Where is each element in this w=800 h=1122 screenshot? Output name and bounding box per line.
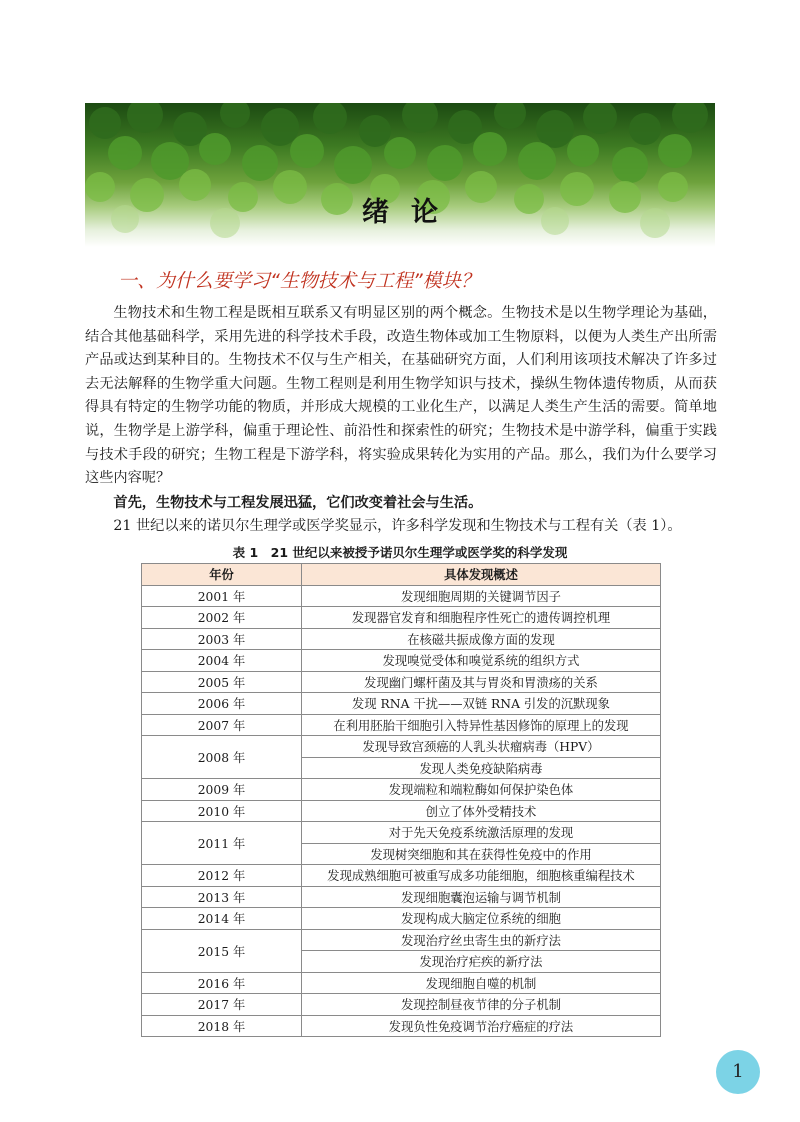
description-column-header: 具体发现概述 — [302, 564, 661, 586]
year-cell: 2012 年 — [142, 865, 302, 887]
page-number-badge: 1 — [716, 1050, 760, 1094]
year-cell: 2009 年 — [142, 779, 302, 801]
nobel-discoveries-table — [141, 563, 661, 1037]
discovery-cell: 发现端粒和端粒酶如何保护染色体 — [302, 779, 661, 801]
year-cell: 2018 年 — [142, 1015, 302, 1037]
year-cell: 2005 年 — [142, 671, 302, 693]
table-row — [142, 972, 661, 994]
year-cell: 2008 年 — [142, 736, 302, 779]
discovery-cell: 发现细胞囊泡运输与调节机制 — [302, 886, 661, 908]
year-cell: 2013 年 — [142, 886, 302, 908]
year-cell: 2004 年 — [142, 650, 302, 672]
table-row — [142, 994, 661, 1016]
table-row — [142, 908, 661, 930]
discovery-cell: 发现 RNA 干扰——双链 RNA 引发的沉默现象 — [302, 693, 661, 715]
table-row — [142, 800, 661, 822]
discovery-cell: 发现控制昼夜节律的分子机制 — [302, 994, 661, 1016]
table-row — [142, 607, 661, 629]
key-statement: 首先，生物技术与工程发展迅猛，它们改变着社会与生活。 — [113, 495, 483, 511]
table-row — [142, 585, 661, 607]
year-cell: 2003 年 — [142, 628, 302, 650]
discovery-cell: 发现细胞周期的关键调节因子 — [302, 585, 661, 607]
discovery-cell: 发现构成大脑定位系统的细胞 — [302, 908, 661, 930]
year-cell: 2002 年 — [142, 607, 302, 629]
table-row — [142, 1015, 661, 1037]
table-row — [142, 650, 661, 672]
table-header-row — [142, 564, 661, 586]
year-cell: 2006 年 — [142, 693, 302, 715]
table-row — [142, 929, 661, 951]
intro-paragraph: 生物技术和生物工程是既相互联系又有明显区别的两个概念。生物技术是以生物学理论为基础，结合其他基础科学，采用先进的科学技术手段，改造生物体或加工生物原料，以便为人类生产出所需产品或达到某种目的。生物技术不仅与生产相关，在基础研究方面，人们利用该项技术解决了许多过去无法解释的生物学重大问题。生物工程则是利用生物学知识与技术，操纵生物体遗传物质，从而获得具有特定的生物学功能的物质，并形成大规模的工业化生产，以满足人类生产生活的需要。简单地说，生物学是上游学科，偏重于理论性、前沿性和探索性的研究；生物技术是中游学科，偏重于实践与技术手段的研究；生物工程是下游学科，将实验成果转化为实用的产品。那么，我们为什么要学习这些内容呢？ — [85, 305, 717, 487]
year-cell: 2017 年 — [142, 994, 302, 1016]
discovery-cell: 发现成熟细胞可被重写成多功能细胞，细胞核重编程技术 — [302, 865, 661, 887]
table-row — [142, 886, 661, 908]
table-row — [142, 736, 661, 758]
year-cell: 2007 年 — [142, 714, 302, 736]
year-cell: 2010 年 — [142, 800, 302, 822]
year-cell: 2014 年 — [142, 908, 302, 930]
table-row — [142, 822, 661, 844]
discovery-cell: 发现嗅觉受体和嗅觉系统的组织方式 — [302, 650, 661, 672]
year-cell: 2016 年 — [142, 972, 302, 994]
discovery-cell: 发现治疗疟疾的新疗法 — [302, 951, 661, 973]
table-row — [142, 714, 661, 736]
table-caption: 表 1 21 世纪以来被授予诺贝尔生理学或医学奖的科学发现 — [232, 545, 568, 560]
chapter-title: 绪论 — [362, 197, 460, 228]
table-row — [142, 671, 661, 693]
discovery-cell: 对于先天免疫系统激活原理的发现 — [302, 822, 661, 844]
table-row — [142, 779, 661, 801]
discovery-cell: 创立了体外受精技术 — [302, 800, 661, 822]
table-reference-paragraph: 21 世纪以来的诺贝尔生理学或医学奖显示，许多科学发现和生物技术与工程有关（表 1）。 — [113, 518, 682, 534]
year-cell: 2015 年 — [142, 929, 302, 972]
discovery-cell: 发现细胞自噬的机制 — [302, 972, 661, 994]
table-row — [142, 693, 661, 715]
discovery-cell: 在核磁共振成像方面的发现 — [302, 628, 661, 650]
year-cell: 2001 年 — [142, 585, 302, 607]
discovery-cell: 发现树突细胞和其在获得性免疫中的作用 — [302, 843, 661, 865]
discovery-cell: 发现器官发育和细胞程序性死亡的遗传调控机理 — [302, 607, 661, 629]
discovery-cell: 发现负性免疫调节治疗癌症的疗法 — [302, 1015, 661, 1037]
discovery-cell: 发现人类免疫缺陷病毒 — [302, 757, 661, 779]
section-heading: 一、为什么要学习“生物技术与工程”模块？ — [118, 270, 480, 292]
table-body — [142, 585, 661, 1037]
discovery-cell: 发现幽门螺杆菌及其与胃炎和胃溃疡的关系 — [302, 671, 661, 693]
year-column-header: 年份 — [142, 564, 302, 586]
table-row — [142, 628, 661, 650]
year-cell: 2011 年 — [142, 822, 302, 865]
discovery-cell: 在利用胚胎干细胞引入特异性基因修饰的原理上的发现 — [302, 714, 661, 736]
table-row — [142, 865, 661, 887]
discovery-cell: 发现导致宫颈癌的人乳头状瘤病毒（HPV） — [302, 736, 661, 758]
discovery-cell: 发现治疗丝虫寄生虫的新疗法 — [302, 929, 661, 951]
